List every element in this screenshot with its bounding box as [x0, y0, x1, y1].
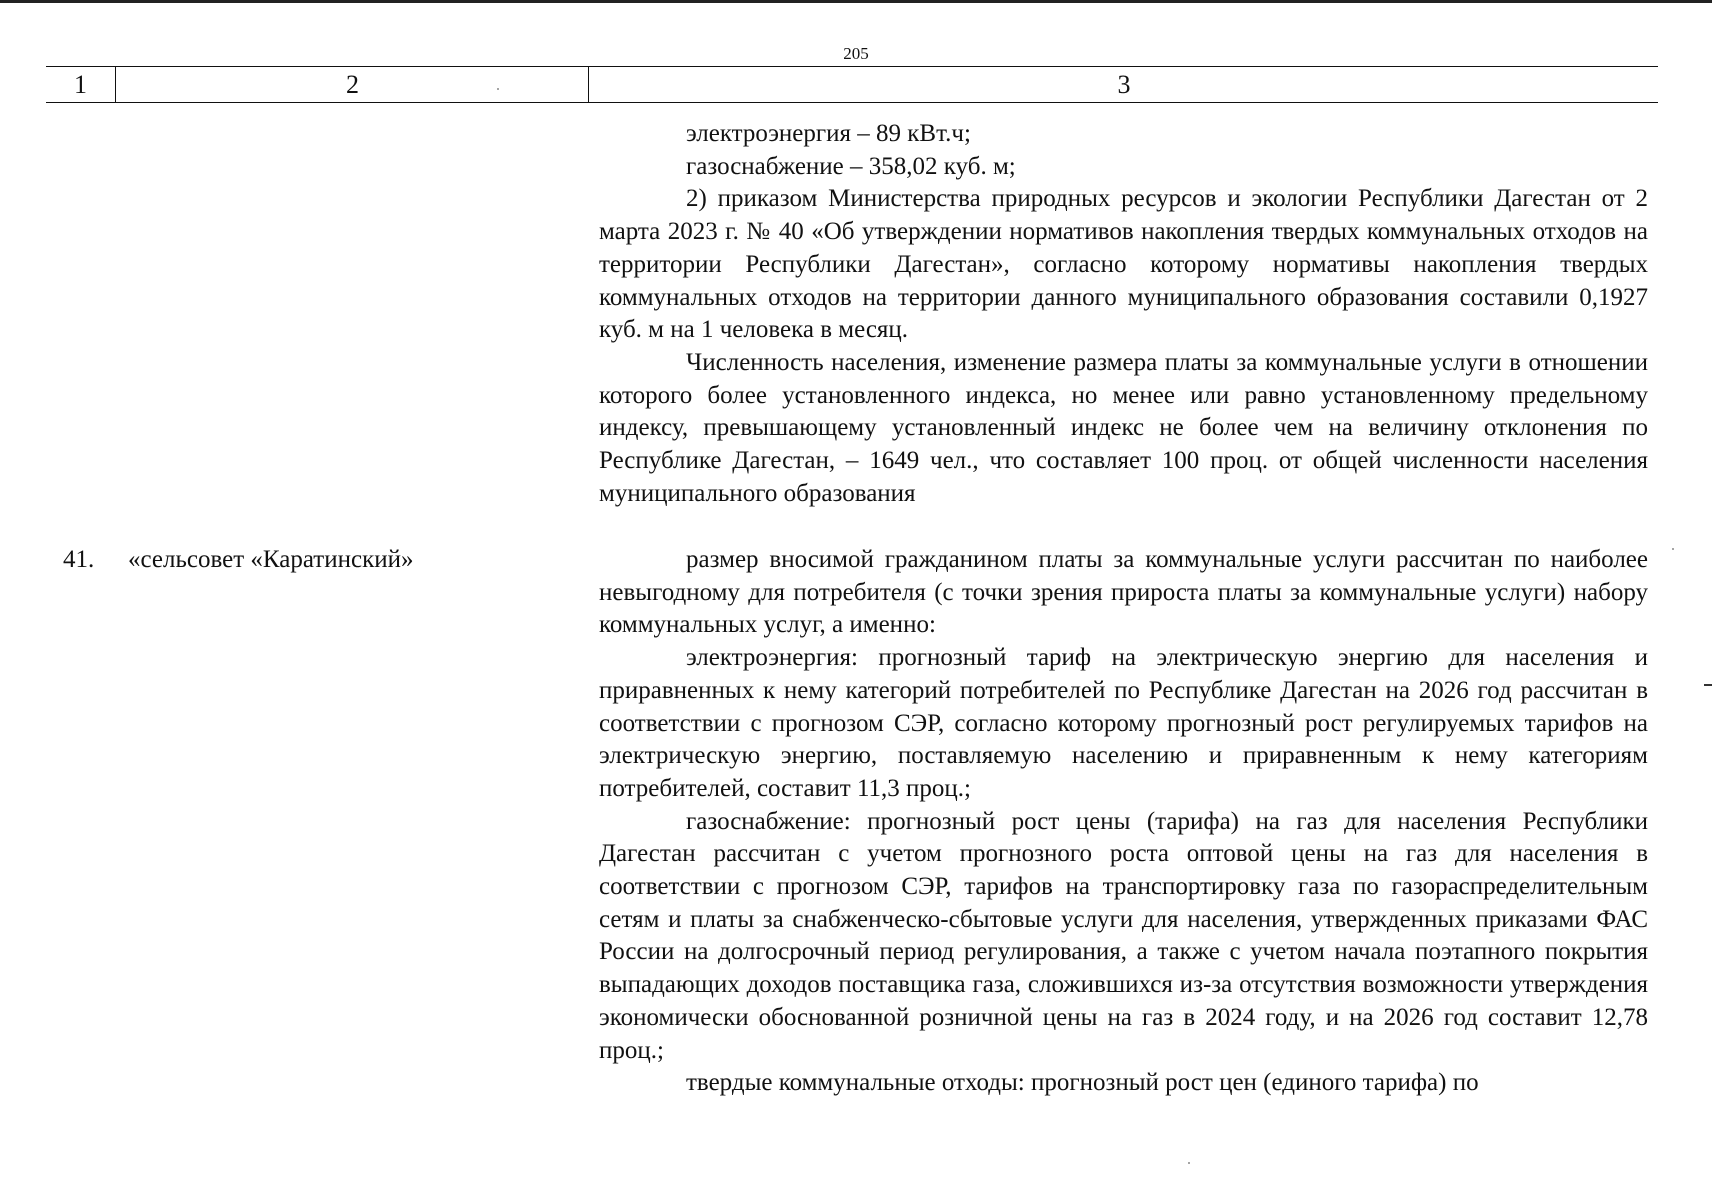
scan-speck — [1672, 548, 1674, 550]
municipality-name: «сельсовет «Каратинский» — [128, 546, 414, 573]
row-41-text — [599, 544, 1648, 1100]
paragraph: размер вносимой гражданином платы за коммунальные услуги рассчитан по наиболее невыгодному для потребителя (с точки зрения прироста платы за коммунальные услуги) набору коммунальных услуг, а именно: — [599, 546, 1648, 639]
table-header — [46, 66, 1658, 103]
paragraph: электроэнергия – 89 кВт.ч; — [686, 120, 971, 147]
row-number: 41. — [63, 546, 95, 573]
paragraph: электроэнергия: прогнозный тариф на электрическую энергию для населения и приравненных к нему категорий потребителей по Республике Дагестан на 2026 год рассчитан в соответствии с прогнозом СЭР, согласно которому прогнозный рост регулируемых тарифов на электрическую энергию, поставляемую населению и приравненным к нему категориям потребителей, составит 11,3 проц.; — [599, 644, 1648, 802]
paragraph: Численность населения, изменение размера платы за коммунальные услуги в отношении которого более установленного индекса, но менее или равно установленному предельному индексу, превышающему установленный индекс не более чем на величину отклонения по Республике Дагестан, – 1649 чел., что составляет 100 проц. от общей численности населения муниципального образования — [599, 348, 1648, 507]
previous-row-text — [599, 118, 1648, 510]
column-header-2: 2 — [115, 67, 589, 102]
page-top-rule — [0, 0, 1712, 3]
column-header-3: 3 — [588, 67, 1659, 102]
paragraph: газоснабжение – 358,02 куб. м; — [686, 152, 1016, 180]
paragraph: 2) приказом Министерства природных ресурсов и экологии Республики Дагестан от 2 марта 2023 г. № 40 «Об утверждении нормативов накопления твердых коммунальных отходов на территории Республики Дагестан», согласно которому нормативы накопления твердых коммунальных отходов на территории данного муниципального образования составили 0,1927 куб. м на 1 человека в месяц. — [599, 185, 1648, 344]
margin-mark — [1704, 684, 1712, 686]
paragraph: газоснабжение: прогнозный рост цены (тарифа) на газ для населения Республики Дагестан рассчитан с учетом прогнозного роста оптовой цены на газ для населения в соответствии с прогнозом СЭР, тарифов на транспортировку газа по газораспределительным сетям и платы за снабженческо-сбытовые услуги для населения, утвержденных приказами ФАС России на долгосрочный период регулирования, а также с учетом начала поэтапного покрытия выпадающих доходов поставщика газа, сложившихся из-за отсутствия возможности утверждения экономически обоснованной розничной цены на газ в 2024 году, и на 2026 год составит 12,78 проц.; — [599, 807, 1648, 1064]
scan-speck — [497, 88, 499, 90]
page-number: 205 — [843, 44, 869, 63]
scan-speck — [1188, 1162, 1190, 1164]
paragraph: твердые коммунальные отходы: прогнозный рост цен (единого тарифа) по — [686, 1069, 1479, 1097]
column-header-1: 1 — [74, 70, 87, 99]
